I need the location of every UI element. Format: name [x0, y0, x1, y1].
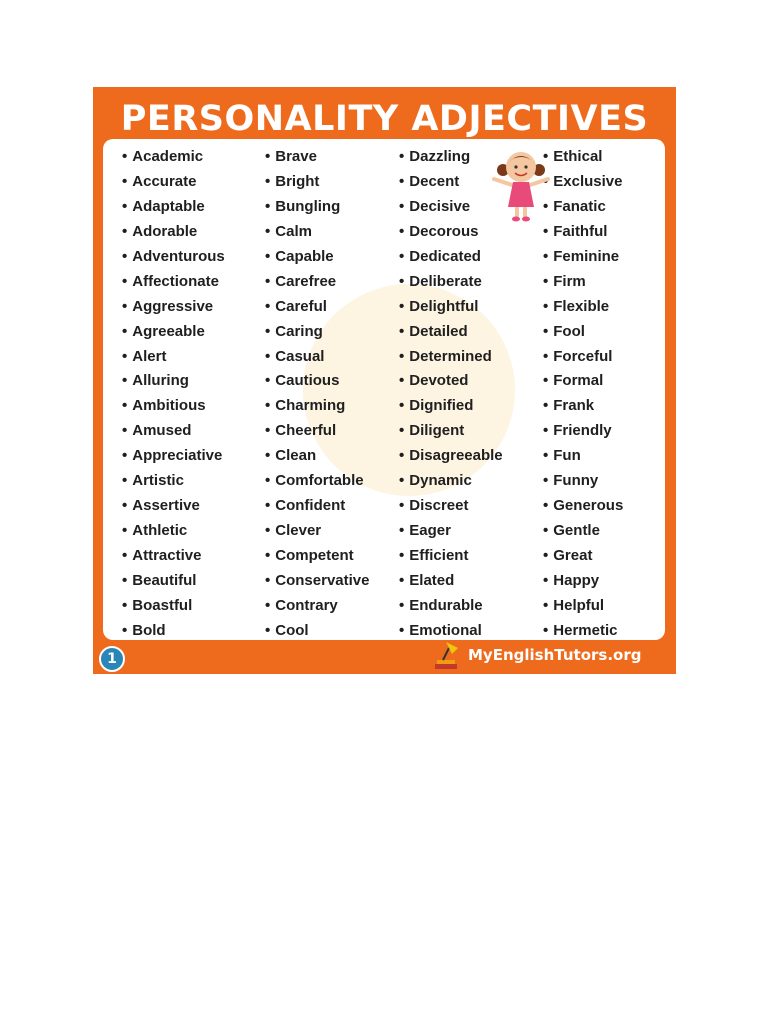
adjective-item: • Feminine — [543, 245, 623, 270]
adjective-item: • Fanatic — [543, 195, 623, 220]
brand-footer — [431, 637, 641, 673]
adjective-item: • Generous — [543, 494, 623, 519]
adjective-item: • Fun — [543, 444, 623, 469]
adjective-item: • Funny — [543, 469, 623, 494]
adjective-item: • Accurate — [122, 170, 225, 195]
adjective-item: • Diligent — [399, 419, 503, 444]
adjective-item: • Disagreeable — [399, 444, 503, 469]
adjective-item: • Flexible — [543, 295, 623, 320]
adjective-item: • Exclusive — [543, 170, 623, 195]
adjective-item: • Charming — [265, 394, 369, 419]
adjective-item: • Happy — [543, 569, 623, 594]
adjective-item: • Clean — [265, 444, 369, 469]
adjective-item: • Ambitious — [122, 394, 225, 419]
adjective-item: • Caring — [265, 320, 369, 345]
adjective-item: • Deliberate — [399, 270, 503, 295]
adjective-item: • Artistic — [122, 469, 225, 494]
adjective-item: • Bright — [265, 170, 369, 195]
lamp-book-icon — [431, 638, 465, 672]
adjective-item: • Dignified — [399, 394, 503, 419]
adjective-item: • Dynamic — [399, 469, 503, 494]
adjective-item: • Calm — [265, 220, 369, 245]
adjective-item: • Confident — [265, 494, 369, 519]
adjective-item: • Athletic — [122, 519, 225, 544]
adjective-item: • Competent — [265, 544, 369, 569]
adjective-item: • Appreciative — [122, 444, 225, 469]
adjective-item: • Devoted — [399, 369, 503, 394]
adjective-item: • Bungling — [265, 195, 369, 220]
poster — [93, 87, 676, 674]
adjective-item: • Great — [543, 544, 623, 569]
adjective-item: • Eager — [399, 519, 503, 544]
column-2 — [265, 145, 369, 640]
adjective-item: • Gentle — [543, 519, 623, 544]
adjective-item: • Bold — [122, 619, 225, 640]
adjective-item: • Conservative — [265, 569, 369, 594]
adjective-item: • Cautious — [265, 369, 369, 394]
adjective-item: • Forceful — [543, 345, 623, 370]
adjective-item: • Affectionate — [122, 270, 225, 295]
adjective-item: • Emotional — [399, 619, 503, 640]
adjective-item: • Friendly — [543, 419, 623, 444]
adjective-item: • Frank — [543, 394, 623, 419]
page-number-badge: 1 — [99, 646, 125, 672]
adjective-item: • Cool — [265, 619, 369, 640]
adjective-item: • Beautiful — [122, 569, 225, 594]
adjective-item: • Dazzling — [399, 145, 503, 170]
adjective-item: • Decent — [399, 170, 503, 195]
adjective-item: • Adventurous — [122, 245, 225, 270]
adjective-item: • Efficient — [399, 544, 503, 569]
adjective-item: • Endurable — [399, 594, 503, 619]
adjective-item: • Discreet — [399, 494, 503, 519]
adjective-item: • Decisive — [399, 195, 503, 220]
adjective-item: • Hermetic — [543, 619, 623, 640]
adjective-item: • Casual — [265, 345, 369, 370]
adjective-item: • Careful — [265, 295, 369, 320]
adjective-item: • Delightful — [399, 295, 503, 320]
adjective-item: • Alluring — [122, 369, 225, 394]
adjective-item: • Formal — [543, 369, 623, 394]
adjective-item: • Comfortable — [265, 469, 369, 494]
girl-icon — [486, 145, 556, 225]
adjective-item: • Attractive — [122, 544, 225, 569]
word-card — [103, 139, 665, 640]
adjective-item: • Assertive — [122, 494, 225, 519]
adjective-item: • Clever — [265, 519, 369, 544]
adjective-item: • Helpful — [543, 594, 623, 619]
adjective-item: • Detailed — [399, 320, 503, 345]
adjective-item: • Carefree — [265, 270, 369, 295]
adjective-item: • Adaptable — [122, 195, 225, 220]
adjective-item: • Brave — [265, 145, 369, 170]
adjective-item: • Determined — [399, 345, 503, 370]
adjective-item: • Elated — [399, 569, 503, 594]
adjective-item: • Alert — [122, 345, 225, 370]
column-1 — [122, 145, 225, 640]
adjective-item: • Decorous — [399, 220, 503, 245]
adjective-item: • Firm — [543, 270, 623, 295]
adjective-item: • Boastful — [122, 594, 225, 619]
adjective-item: • Aggressive — [122, 295, 225, 320]
adjective-item: • Cheerful — [265, 419, 369, 444]
adjective-item: • Faithful — [543, 220, 623, 245]
adjective-item: • Amused — [122, 419, 225, 444]
brand-name: MyEnglishTutors.org — [468, 646, 642, 664]
adjective-item: • Adorable — [122, 220, 225, 245]
adjective-item: • Contrary — [265, 594, 369, 619]
adjective-item: • Fool — [543, 320, 623, 345]
adjective-item: • Dedicated — [399, 245, 503, 270]
adjective-item: • Academic — [122, 145, 225, 170]
adjective-item: • Capable — [265, 245, 369, 270]
poster-title: PERSONALITY ADJECTIVES — [120, 99, 649, 139]
adjective-item: • Ethical — [543, 145, 623, 170]
adjective-item: • Agreeable — [122, 320, 225, 345]
